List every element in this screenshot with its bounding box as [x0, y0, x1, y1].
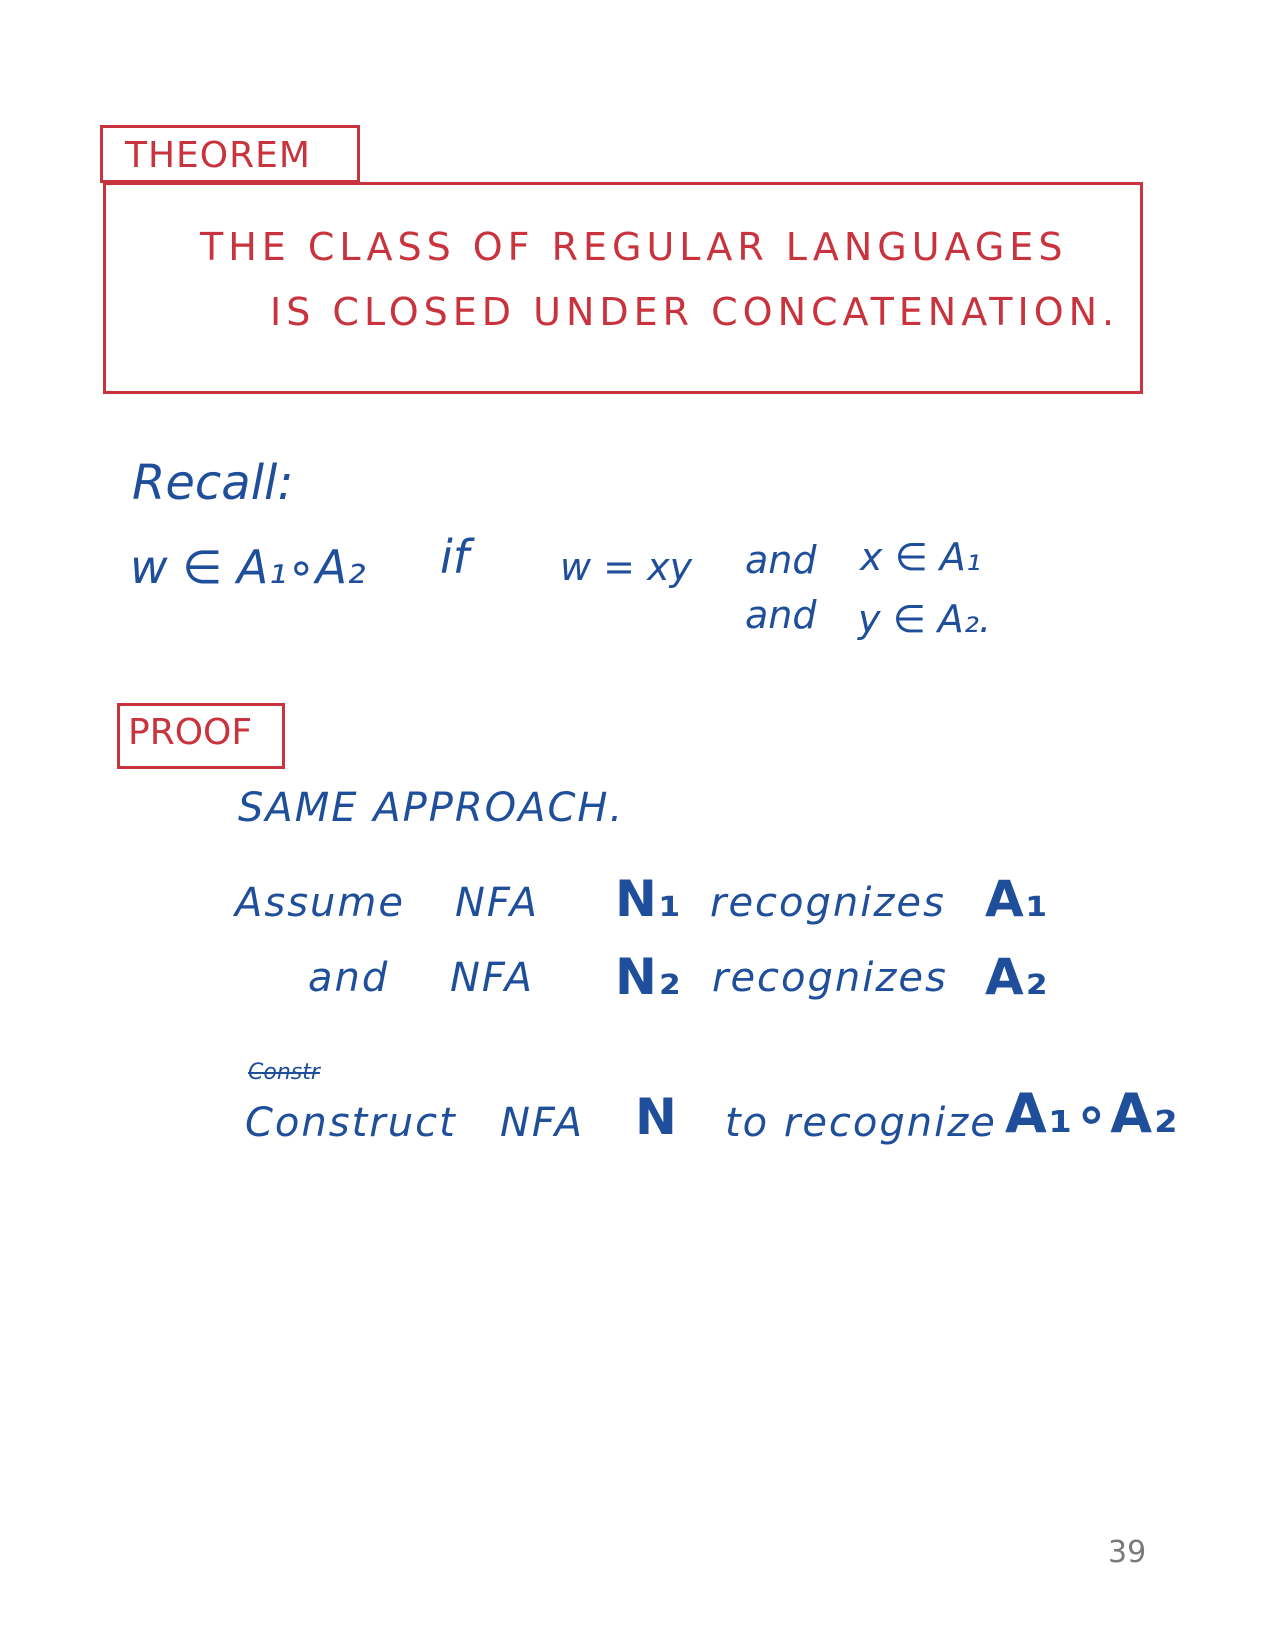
- and-word: and: [308, 955, 390, 1001]
- proof-label: PROOF: [128, 712, 253, 753]
- recall-condition-y: y ∈ A₂.: [858, 597, 992, 641]
- nfa-label-1: NFA: [455, 880, 539, 926]
- a2-symbol: A₂: [985, 948, 1050, 1006]
- n2-symbol: N₂: [615, 948, 683, 1006]
- construct-word: Construct: [245, 1100, 457, 1146]
- recall-lhs: w ∈ A₁∘A₂: [130, 540, 366, 594]
- a1-concat-a2: A₁∘A₂: [1005, 1082, 1180, 1145]
- recognizes-word-1: recognizes: [710, 880, 946, 926]
- struck-out-word: Constr: [248, 1060, 320, 1085]
- nfa-label-3: NFA: [500, 1100, 584, 1146]
- n1-symbol: N₁: [615, 870, 683, 928]
- page-number: 39: [1108, 1535, 1147, 1570]
- nfa-label-2: NFA: [450, 955, 534, 1001]
- recall-and-1: and: [745, 538, 817, 582]
- recall-condition-w-xy: w = xy: [560, 545, 693, 589]
- recall-title: Recall:: [132, 455, 294, 511]
- a1-symbol: A₁: [985, 870, 1050, 928]
- theorem-line-1: THE CLASS OF REGULAR LANGUAGES: [200, 225, 1068, 269]
- recognizes-word-2: recognizes: [712, 955, 948, 1001]
- n-symbol: N: [635, 1088, 679, 1146]
- assume-word: Assume: [235, 880, 405, 926]
- recall-condition-x: x ∈ A₁: [860, 535, 981, 579]
- theorem-label: THEOREM: [125, 135, 311, 176]
- theorem-box: [103, 182, 1143, 394]
- proof-line-same-approach: SAME APPROACH.: [238, 785, 625, 831]
- theorem-line-2: IS CLOSED UNDER CONCATENATION.: [270, 290, 1120, 334]
- recall-and-2: and: [745, 593, 817, 637]
- recall-if: if: [440, 530, 469, 584]
- to-recognize-text: to recognize: [725, 1100, 997, 1146]
